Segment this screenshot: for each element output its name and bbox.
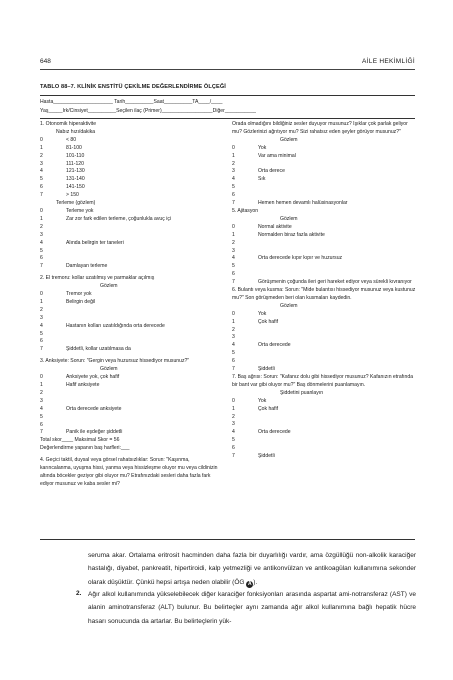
score-row	[40, 216, 222, 224]
score-row	[232, 271, 417, 279]
score-row	[40, 153, 222, 161]
score-number: 0	[232, 223, 235, 230]
score-description: Zar zor fark edilen terleme, çoğunlukla avuç içi	[66, 215, 172, 222]
score-number: 5	[232, 184, 235, 191]
score-row	[232, 200, 417, 208]
score-number: 2	[40, 306, 43, 313]
score-row	[232, 414, 417, 422]
score-description: Şiddetli, kollar uzatılmasa da	[66, 346, 131, 353]
score-number: 5	[232, 437, 235, 444]
info-rule	[40, 118, 415, 119]
score-row	[232, 248, 417, 256]
score-row	[232, 176, 417, 184]
score-row	[40, 346, 222, 354]
score-number: 1	[40, 298, 43, 305]
score-row	[232, 366, 417, 374]
score-number: 3	[40, 160, 43, 167]
score-description: Hastanın kolları uzatıldığında orta derecede	[66, 322, 165, 329]
score-number: 7	[40, 263, 43, 270]
score-number: 2	[232, 160, 235, 167]
score-number: 4	[232, 176, 235, 183]
score-description: Görüşmenin çoğunda ileri geri hareket ediyor veya sürekli kıvranıyor	[258, 279, 412, 286]
score-row	[232, 153, 417, 161]
score-description: Alında belirgin ter taneleri	[66, 239, 124, 246]
score-number: 6	[40, 255, 43, 262]
score-row	[232, 240, 417, 248]
score-row	[40, 331, 222, 339]
section-subheading: Gözlem	[100, 366, 118, 373]
running-head: AİLE HEKİMLİĞİ	[362, 58, 415, 65]
score-rows	[232, 145, 417, 208]
score-rows	[40, 137, 222, 200]
score-number: 6	[40, 184, 43, 191]
score-description: Yok	[258, 310, 267, 317]
score-number: 7	[40, 192, 43, 199]
score-row	[232, 421, 417, 429]
score-rows	[232, 311, 417, 374]
score-number: 5	[40, 176, 43, 183]
section-title: 1. Otonomik hiperaktivite	[40, 121, 97, 127]
score-row	[232, 406, 417, 414]
score-row	[40, 248, 222, 256]
score-description: Normalden biraz fazla aktivite	[258, 231, 325, 238]
score-number: 6	[232, 445, 235, 452]
score-row	[232, 232, 417, 240]
score-number: 1	[40, 215, 43, 222]
score-description: 141-150	[66, 184, 85, 191]
body-paragraph	[88, 588, 416, 628]
score-number: 0	[40, 207, 43, 214]
list-item-number: 2.	[76, 590, 82, 597]
section-title: 5. Ajitasyon	[232, 207, 259, 214]
score-row	[40, 338, 222, 346]
score-row	[232, 168, 417, 176]
score-description: Normal aktivite	[258, 223, 292, 230]
section-subheading: Gözlem	[280, 136, 298, 143]
score-number: 3	[232, 247, 235, 254]
score-row	[40, 137, 222, 145]
score-row	[40, 145, 222, 153]
score-number: 7	[232, 279, 235, 286]
section-subheading: Gözlem	[100, 283, 118, 290]
score-number: 4	[232, 255, 235, 262]
score-number: 0	[232, 397, 235, 404]
score-number: 1	[232, 152, 235, 159]
page-number: 648	[40, 58, 51, 65]
score-number: 4	[232, 429, 235, 436]
score-number: 1	[40, 144, 43, 151]
score-description: Orta derecede	[258, 342, 291, 349]
score-number: 1	[232, 231, 235, 238]
section-title: 4. Geçici taktil, duysal veya görsel rahatsızlıklar: Sorun: "Kaşınma, karıncalanma, uyuşma hissi, yanma veya hissizleşme oluyor mu veya cildinizin altında böcekler geziyor gibi oluyor mu? Etrafınızdaki sesleri daha fazla fark ediyor musunuz ve kaba sesler mi?	[40, 457, 218, 487]
section-subheading: Gözlem	[280, 215, 298, 222]
score-rows	[232, 224, 417, 287]
section-title: 7. Baş ağrısı: Sorun: "Kafanız dolu gibi hissediyor musunuz? Kafanızın etrafında bir bant var gibi oluyor mu?" Baş dönmelerini puanlamayın.	[232, 374, 414, 388]
score-description: Sık	[258, 176, 266, 183]
score-row	[232, 192, 417, 200]
score-row	[40, 315, 222, 323]
score-row	[232, 224, 417, 232]
score-row	[232, 161, 417, 169]
score-description: Orta derecede kıpır kıpır ve huzursuz	[258, 255, 343, 262]
score-number: 1	[232, 318, 235, 325]
score-description: Anksiyete yok, çok hafif	[66, 374, 120, 381]
score-row	[232, 429, 417, 437]
score-number: 4	[232, 342, 235, 349]
score-number: 7	[232, 453, 235, 460]
score-description: 131-140	[66, 176, 85, 183]
score-number: 5	[40, 330, 43, 337]
score-number: 4	[40, 405, 43, 412]
score-description: Hafif anksiyete	[66, 382, 100, 388]
score-number: 3	[232, 421, 235, 428]
paragraph-text: Ağır alkol kullanımında yükselebilecek diğer karaciğer fonksiyonları arasında aspartat ami-notransferaz (AST) ve alanin aminotransferaz (ALT) bulunur. Bu belirteçler aynı zamanda ağır alkol kullanımına bağlı hepatik hücre hasarı sonucunda da artarlar. Bu belirteçlerin yük-	[88, 591, 416, 625]
score-row	[40, 307, 222, 315]
score-description: Şiddetli	[258, 453, 275, 460]
score-number: 3	[40, 397, 43, 404]
score-row	[40, 240, 222, 248]
evidence-grade-badge: A	[247, 580, 252, 587]
score-description: Hemen hemen devamlı halüsinasyonlar	[258, 200, 348, 207]
score-number: 5	[232, 350, 235, 357]
score-row	[232, 327, 417, 335]
total-score: Total skor____ Maksimal Skor = 56	[40, 437, 120, 444]
score-row	[40, 323, 222, 331]
score-number: 4	[40, 322, 43, 329]
score-row	[40, 232, 222, 240]
table-bottom-rule	[40, 539, 415, 540]
score-row	[232, 350, 417, 358]
score-row	[232, 263, 417, 271]
score-number: 1	[232, 405, 235, 412]
score-number: 0	[40, 291, 43, 298]
patient-info-line: Hasta_____________________ Tarih__________Saat__________TA____/____	[40, 99, 223, 105]
score-rows	[40, 374, 222, 437]
score-description: Yok	[258, 397, 267, 404]
score-row	[232, 437, 417, 445]
score-number: 7	[232, 366, 235, 373]
score-row	[40, 414, 222, 422]
paragraph-end: ).	[253, 578, 258, 586]
score-number: 2	[232, 413, 235, 420]
score-row	[232, 311, 417, 319]
score-description: Terleme yok	[66, 207, 94, 214]
score-row	[40, 192, 222, 200]
score-number: 4	[40, 168, 43, 175]
score-description: 111-120	[66, 160, 84, 167]
score-description: 121-130	[66, 168, 85, 175]
score-number: 2	[232, 326, 235, 333]
score-row	[40, 299, 222, 307]
score-description: Orta derecede anksiyete	[66, 405, 122, 412]
score-number: 2	[40, 389, 43, 396]
score-number: 0	[232, 144, 235, 151]
section-title: 3. Anksiyete: Sorun: "Gergin veya huzursuz hissediyor musunuz?"	[40, 358, 190, 365]
score-description: Çok hafif	[258, 318, 279, 325]
score-description: 101-110	[66, 152, 85, 159]
score-number: 5	[40, 413, 43, 420]
score-row	[232, 319, 417, 327]
score-row	[40, 176, 222, 184]
right-column	[232, 121, 417, 461]
paragraph-text: seruma akar. Ortalama eritrosit hacminden daha fazla bir duyarlılığı vardır, ama özgüllüğü non-alkolik karaciğer hastalığı, diyabet, pankreatit, hipertiroidi, kalp yetmezliği ve antikonvülzan ve antikoagülan kullanımına sekonder olarak düşüktür. Çünkü hepsi artışa neden olabilir (ÖG	[88, 552, 416, 586]
title-rule	[40, 95, 415, 96]
score-number: 4	[40, 239, 43, 246]
score-row	[40, 184, 222, 192]
score-row	[40, 422, 222, 430]
score-number: 1	[40, 382, 43, 388]
score-number: 7	[40, 429, 43, 436]
score-number: 6	[40, 338, 43, 345]
score-row	[232, 279, 417, 287]
score-description: Tremor yok	[66, 291, 92, 298]
score-description: Panik ile eşdeğer şiddetli	[66, 429, 123, 436]
section-subheading: Şiddetini puanlayın	[280, 389, 324, 396]
score-rows	[232, 398, 417, 461]
score-row	[232, 445, 417, 453]
score-number: 0	[40, 136, 43, 143]
score-number: 0	[232, 310, 235, 317]
score-description: Şiddetli	[258, 366, 275, 373]
score-row	[232, 334, 417, 342]
score-row	[40, 255, 222, 263]
score-rows	[40, 291, 222, 354]
score-number: 2	[40, 152, 43, 159]
score-row	[232, 145, 417, 153]
score-rows	[40, 208, 222, 271]
score-description: Belirgin değil	[66, 298, 96, 305]
score-description: Orta derece	[258, 168, 285, 175]
section-title: 6. Bulantı veya kusma: Sorun: "Mide bulantısı hissediyor musunuz veya kustunuz mu?" Son görüşmeden beri olan kusmaları kaydedin.	[232, 287, 416, 301]
score-row	[40, 263, 222, 271]
score-number: 6	[232, 271, 235, 278]
score-number: 3	[40, 314, 43, 321]
score-description: Çok hafif	[258, 405, 279, 412]
score-row	[232, 453, 417, 461]
score-row	[40, 406, 222, 414]
left-column	[40, 121, 222, 489]
demographics-info-line: Yaş_____Irk/Cinsiyet__________Seçilen ilaç (Primer)__________________Diğer___________	[40, 108, 256, 114]
score-number: 3	[232, 168, 235, 175]
section-subheading: Nabız hızı/dakika	[56, 128, 96, 135]
rater-initials: Değerlendirme yapanın baş harfleri:___	[40, 445, 130, 452]
score-number: 7	[40, 346, 43, 353]
score-row	[40, 291, 222, 299]
score-number: 0	[40, 374, 43, 381]
score-number: 6	[232, 192, 235, 199]
section-intro: Orada olmadığını bildiğiniz sesler duyuyor musunuz? Işıklar çok parlak geliyor mu? Gözlerinizi ağrıtıyor mu? Sizi rahatsız eden şeyler görüyor musunuz?"	[232, 121, 408, 135]
score-description: Orta derecede	[258, 429, 291, 436]
score-row	[40, 390, 222, 398]
score-number: 3	[40, 231, 43, 238]
score-row	[40, 161, 222, 169]
score-number: 3	[232, 334, 235, 341]
score-row	[40, 429, 222, 437]
score-description: Damlayan terleme	[66, 263, 108, 270]
score-number: 2	[40, 223, 43, 230]
score-row	[232, 342, 417, 350]
section-subheading: Gözlem	[280, 302, 298, 309]
section-subheading: Terleme (gözlem)	[56, 200, 96, 207]
score-row	[40, 224, 222, 232]
body-paragraph	[88, 549, 416, 589]
score-description: Yok	[258, 144, 267, 151]
score-row	[40, 168, 222, 176]
score-row	[40, 208, 222, 216]
score-description: > 150	[66, 192, 79, 199]
header-rule	[40, 69, 415, 70]
score-number: 2	[232, 239, 235, 246]
score-row	[232, 255, 417, 263]
score-number: 7	[232, 200, 235, 207]
score-row	[40, 398, 222, 406]
score-description: < 80	[66, 136, 77, 143]
score-row	[40, 382, 222, 390]
score-number: 5	[232, 263, 235, 270]
score-row	[232, 184, 417, 192]
score-number: 6	[40, 421, 43, 428]
score-row	[232, 358, 417, 366]
score-description: 81-100	[66, 144, 82, 151]
score-row	[232, 398, 417, 406]
score-number: 5	[40, 247, 43, 254]
score-description: Var ama minimal	[258, 152, 296, 159]
table-title: TABLO 88–7. KLİNİK ENSTİTÜ ÇEKİLME DEĞERLENDİRME ÖLÇEĞİ	[40, 84, 226, 90]
score-number: 6	[232, 358, 235, 365]
score-row	[40, 374, 222, 382]
section-title: 2. El tremoru: kollar uzatılmış ve parmaklar açılmış	[40, 275, 155, 282]
